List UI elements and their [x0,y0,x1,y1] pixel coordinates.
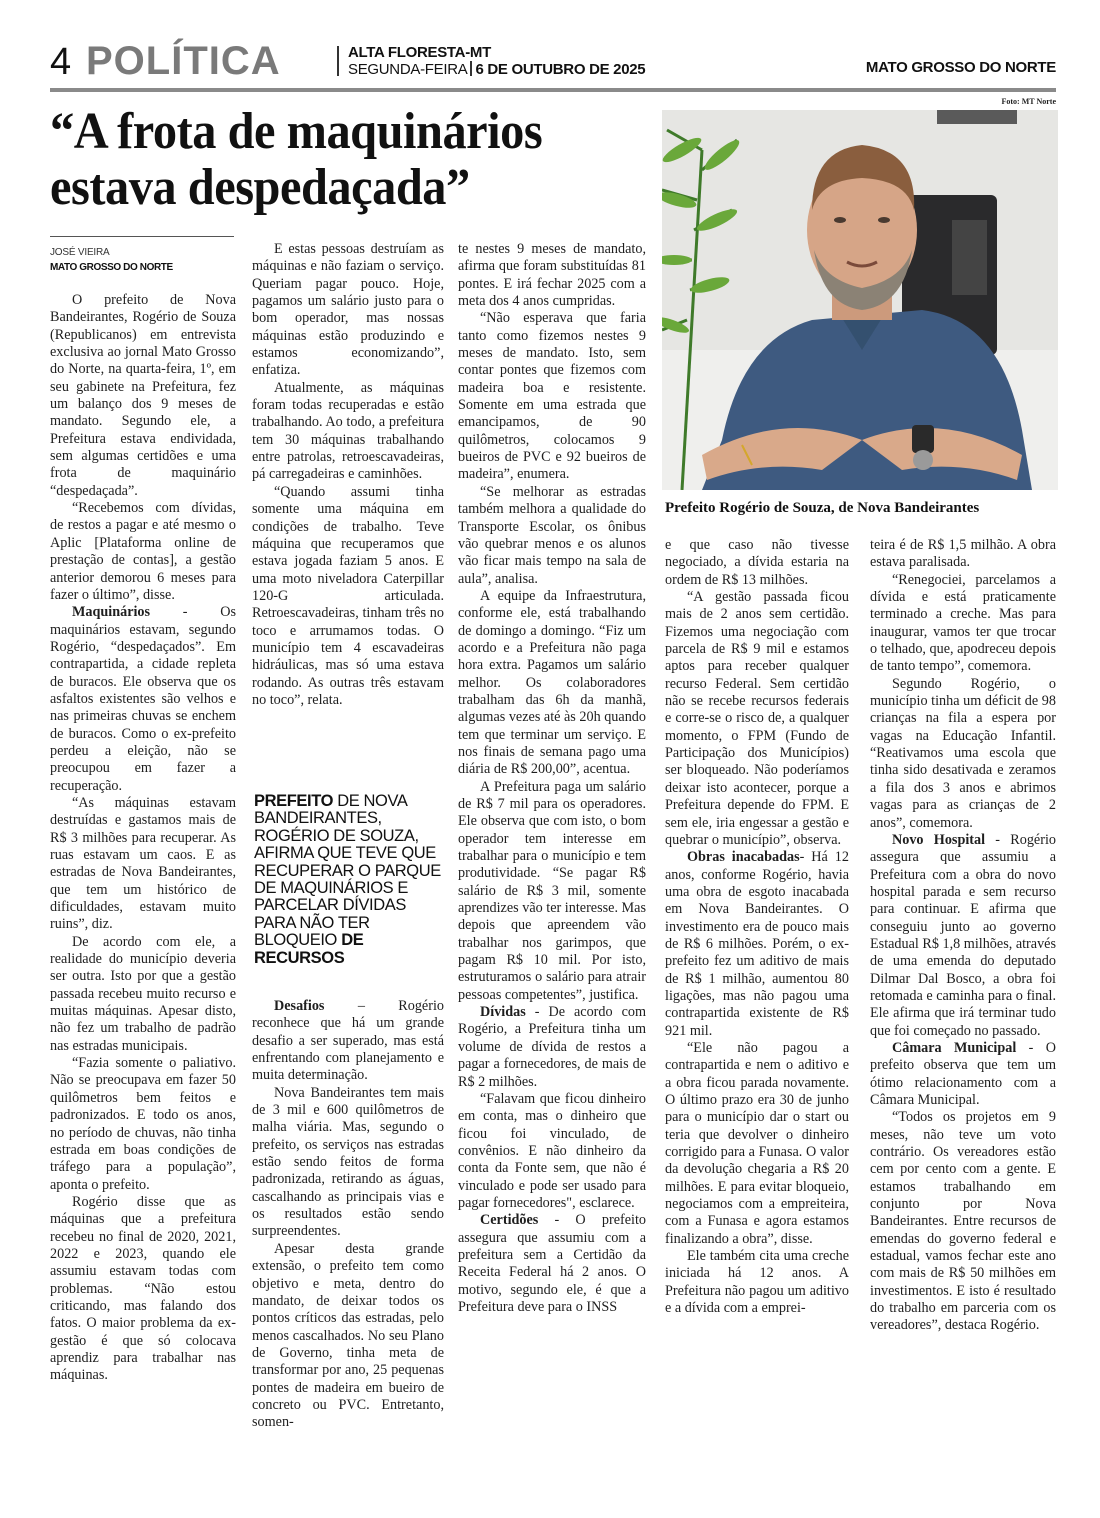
paragraph-text: O prefeito de Nova Bandeirantes, Rogério de Souza (Republicanos) em entrevista exclusiva ao jornal Mato Grosso do Norte, na quarta-feira, 1º, em seu gabinete na Prefeitura, fez um balanço dos 9 meses de mandato. Segundo ele, a Prefeitura estava endividada, sem algumas certidões e uma frota de maquinário “despedaçada”. [50,292,236,499]
page-number: 4 [50,41,72,83]
article-paragraph [50,1055,236,1194]
paragraph-text: te nestes 9 meses de mandato, afirma que foram substituídas 81 pontes. E irá fechar 2025 com a meta dos 4 anos cumpridas. [458,241,646,310]
article-paragraph [458,484,646,588]
paragraph-text: “A gestão passada ficou mais de 2 anos sem certidão. Fizemos uma negociação com parcela de R$ 9 mil e estamos aptos para receber qualquer recurso Federal. Sem certidão não se recebe recursos federais e corre-se o risco de, a qualquer momento, o FPM (Fundo de Participação dos Municípios) ser bloqueado. Não poderíamos deixar isto acontecer, porque a Prefeitura depende do FPM. E sem ele, iria engessar a gestão e quebrar o município”, observa. [665,589,849,848]
paragraph-text: - Os maquinários estavam, segundo Rogério, “despedaçados”. Em contrapartida, a cidade repleta de buracos. Ele observa que os asfaltos existentes são velhos e nas primeiras chuvas se enchem de buracos. Como o ex-prefeito perdeu a eleição, não se preocupou em fazer a recuperação. [50,604,236,794]
paragraph-text: “Não esperava que faria tanto como fizemos nestes 9 meses de mandato. Isto, sem contar pontes que fizemos com madeira boa e resistente. Somente em uma estrada que emancipamos, de 90 quilômetros, colocamos 9 bueiros de PVC e 92 bueiros de madeira”, enumera. [458,310,646,483]
paragraph-text: - O prefeito observa que tem um ótimo relacionamento com a Câmara Municipal. [870,1039,1056,1108]
article-paragraph [458,779,646,1004]
article-paragraph [458,588,646,779]
article-column-2-continued [252,998,444,1432]
header-rule [50,88,1056,92]
paragraph-text: “Recebemos com dívidas, de restos a pagar e até mesmo o Aplic [Plataforma online de prestação de contas], a gestão anterior demorou 6 meses para fazer o último”, disse. [50,500,236,603]
article-paragraph [252,1241,444,1432]
author-name: JOSÉ VIEIRA [50,247,110,258]
article-paragraph [870,1109,1056,1334]
date-divider [470,61,472,76]
article-paragraph [870,537,1056,572]
paragraph-text: - Rogério assegura que assumiu a Prefeitura com a obra do novo hospital parada e sem recurso para continuar. E afirma que conseguiu junto ao governo Estadual R$ 1,8 milhões, através de uma emenda do deputado Dilmar Dal Bosco, a obra foi retomada e caminha para o final. Ele afirma que irá terminar tudo que foi começado no passado. [870,831,1056,1039]
article-paragraph [50,1194,236,1385]
paragraph-text: Apesar desta grande extensão, o prefeito tem como objetivo e meta, dentro do mandato, de deixar todos os pontos críticos das estradas, pelo menos cascalhados. No seu Plano de Governo, tinha meta de transformar por ano, 25 pequenas pontes de madeira em bueiro de concreto ou PVC. Entretanto, somen- [252,1240,444,1431]
article-paragraph [870,676,1056,832]
paragraph-text: “Quando assumi tinha somente uma máquina em condições de trabalho. Teve máquina que recuperamos que estava jogada faziam 5 anos. E uma moto niveladora Caterpillar 120-G articulada. Retroescavadeiras, tinham três no toco e arrumamos todas. O município tem 4 escavadeiras hidráulicas, mas só uma estava rodando. As outras três estavam no toco”, relata. [252,483,444,708]
paragraph-text: - De acordo com Rogério, a Prefeitura tinha um volume de dívida de restos a pagar a fornecedores, de mais de R$ 2 milhões. [458,1004,646,1090]
article-paragraph [665,849,849,1040]
pull-quote [254,793,444,967]
paragraph-text: – Rogério reconhece que há um grande desafio a ser superado, mas está enfrentando com planejamento e muita determinação. [252,998,444,1084]
article-paragraph [458,241,646,310]
subhead: Maquinários [72,604,151,621]
article-paragraph [665,1248,849,1317]
paragraph-text: “Falavam que ficou dinheiro em conta, mas o dinheiro que ficou foi vinculado, de convênios. E não dinheiro da conta da Fonte sem, que não é vinculado e pode ser usado para pagar fornecedores", esclarece. [458,1090,646,1211]
article-paragraph [665,1040,849,1248]
article-paragraph [252,484,444,709]
paragraph-text: Rogério disse que as máquinas que a prefeitura recebeu no final de 2020, 2021, 2022 e 2023, quando ele assumiu estavam todas com problemas. “Não estou criticando, mas falando dos fatos. O maior problema da ex-gestão é que só colocava aprendiz para trabalhar nas máquinas. [50,1193,236,1384]
subhead: Certidões [480,1212,539,1229]
edition-date [348,61,645,79]
article-column-1 [50,292,236,1385]
section-title: POLÍTICA [86,39,281,83]
paragraph-text: e que caso não tivesse negociado, a dívida estaria na ordem de R$ 13 milhões. [665,537,849,588]
newspaper-name: MATO GROSSO DO NORTE [865,59,1056,76]
article-paragraph [870,832,1056,1040]
subhead: Câmara Municipal [892,1039,1017,1056]
photo-caption: Prefeito Rogério de Souza, de Nova Bandeirantes [665,500,980,516]
headline-line-2: estava despedaçada” [50,159,470,216]
article-paragraph [50,500,236,604]
article-paragraph [50,934,236,1055]
article-paragraph [665,589,849,849]
portrait-photo [662,110,1058,490]
author-organization: MATO GROSSO DO NORTE [50,262,173,273]
paragraph-text: “Fazia somente o paliativo. Não se preocupava em fazer 50 quilômetros bem feitos e padronizados. E todo os anos, no período de chuvas, não tinha estrada em boas condições de tráfego para a população”, aponta o prefeito. [50,1055,236,1193]
subhead: Novo Hospital [892,831,986,848]
paragraph-text: - O prefeito assegura que assumiu com a prefeitura sem a Certidão da Receita Federal há 2 anos. O motivo, segundo ele, é que a Prefeitura deve para o INSS [458,1212,646,1315]
page-header [50,40,1056,88]
paragraph-text: “Renegociei, parcelamos a dívida e está praticamente terminado a creche. Mas para inaugurar, vamos ter que trocar o telhado, que, apodreceu depois de tanto tempo”, comemora. [870,571,1056,675]
article-paragraph [458,1004,646,1091]
paragraph-text: Ele também cita uma creche iniciada há 12 anos. A Prefeitura não pagou um aditivo e a dívida com a emprei- [665,1248,849,1317]
portrait-photo-icon [662,110,1058,490]
paragraph-text: “As máquinas estavam destruídas e gastamos mais de R$ 3 milhões para recuperar. As ruas estavam um caos. E as estradas de Nova Bandeirantes, que tem um histórico de dificuldades, estavam muito ruins”, diz. [50,794,236,933]
weekday: SEGUNDA-FEIRA [348,61,468,78]
paragraph-text: teira é de R$ 1,5 milhão. A obra estava paralisada. [870,537,1056,571]
article-paragraph [252,241,444,380]
article-column-4 [665,537,849,1317]
article-paragraph [252,998,444,1085]
pull-quote-body: DE NOVA BANDEIRANTES, ROGÉRIO DE SOUZA, AFIRMA QUE TEVE QUE RECUPERAR O PARQUE DE MAQUINÁRIOS E PARCELAR DÍVIDAS PARA NÃO TER BLOQUEIO [254,792,441,950]
paragraph-text: E estas pessoas destruíam as máquinas e não faziam o serviço. Queriam pagar pouco. Hoje, pagamos um salário justo para o bom operador, mas nossas máquinas estão produzindo e estamos economizando”, enfatiza. [252,241,444,379]
paragraph-text: De acordo com ele, a realidade do município deveria ser outra. Isto por que a gestão passada recebeu muito recurso e muitas máquinas. Apesar disto, não fez um trabalho de padrão nas estradas municipais. [50,933,236,1054]
paragraph-text: Nova Bandeirantes tem mais de 3 mil e 600 quilômetros de malha viária. Mas, segundo o prefeito, os serviços nas estradas estão sendo feitos de forma padronizada, retirando as águas, cascalhando as principais vias e os resultados estão sendo surpreendentes. [252,1084,444,1240]
paragraph-text: - Há 12 anos, conforme Rogério, havia uma obra de esgoto inacabada em Nova Bandeirantes. O investimento era de pouco mais de R$ 6 milhões. Porém, o ex-prefeito fez um aditivo de mais de R$ 1 milhão, aumentou 80 ligações, mas não pagou uma contrapartida existente de R$ 921 mil. [665,849,849,1039]
paragraph-text: Atualmente, as máquinas foram todas recuperadas e estão trabalhando. Ao todo, a prefeitura tem 30 máquinas trabalhando entre patrolas, retroescavadeiras, pá carregadeiras e caminhões. [252,379,444,483]
byline-divider [50,236,234,237]
article-paragraph [870,1040,1056,1109]
location-label: ALTA FLORESTA-MT [348,44,491,61]
article-paragraph [870,572,1056,676]
article-headline [50,104,617,216]
article-paragraph [50,292,236,500]
paragraph-text: “Se melhorar as estradas também melhora a qualidade do Transporte Escolar, os ônibus vão quebrar menos e os alunos vão ficar mais tempo na sala de aula”, analisa. [458,483,646,587]
article-paragraph [252,380,444,484]
article-column-2 [252,241,444,709]
paragraph-text: “Ele não pagou a contrapartida e nem o aditivo e a obra ficou parada novamente. O último prazo era 30 de junho para o município dar o start ou teria que devolver o dinheiro corrigido para a Funasa. O valor da devolução chegaria a R$ 20 milhões. E para evitar bloqueio, negociamos com a empreiteira, com a Funasa e agora estamos finalizando a obra”, disse. [665,1039,849,1247]
article-paragraph [50,604,236,795]
subhead: Obras inacabadas [687,849,800,866]
headline-line-1: “A frota de maquinários [50,103,543,160]
paragraph-text: A Prefeitura paga um salário de R$ 7 mil para os operadores. Ele observa que com isto, o bom operador tem interesse em trabalhar para o município e tem produtividade. “Se pagar R$ salário de R$ 3 mil, somente aprendizes vão ter interesse. Mas depois que apreendem vão trabalhar nos garimpos, que pagam R$ 10 mil. Por isto, estruturamos o salário para atrair pessoas competentes”, justifica. [458,778,646,1003]
article-column-3 [458,241,646,1316]
paragraph-text: Segundo Rogério, o município tinha um déficit de 98 crianças na fila a espera por vagas na Educação Infantil. “Reativamos uma escola que tinha sido desativada e zeramos a fila dos 3 anos e abrimos vagas para as crianças de 2 anos”, comemora. [870,675,1056,831]
article-paragraph [252,1085,444,1241]
paragraph-text: “Todos os projetos em 9 meses, não teve um voto contrário. Os vereadores estão cem por cento com a gente. E estamos trabalhando em conjunto por Nova Bandeirantes. Entre recursos de emendas do governo federal e estadual, vamos fechar este ano com mais de R$ 50 milhões em investimentos. E isto é resultado do trabalho em parceria com os vereadores”, destaca Rogério. [870,1109,1056,1334]
article-paragraph [458,1212,646,1316]
paragraph-text: A equipe da Infraestrutura, conforme ele, está trabalhando de domingo a domingo. “Fiz um acordo e a Prefeitura não paga hora extra. Pagamos um salário melhor. Os colaboradores trabalham das 6h da manhã, algumas vezes até às 20h quando tem que terminar um serviço. E nos finais de semana pago uma diária de R$ 200,00”, acentua. [458,587,646,778]
article-paragraph [458,310,646,483]
article-paragraph [458,1091,646,1212]
article-paragraph [665,537,849,589]
article-paragraph [50,795,236,934]
subhead: Desafios [274,998,325,1014]
header-divider [337,46,339,76]
pull-quote-end: DE RECURSOS [254,931,364,967]
article-column-5 [870,537,1056,1335]
photo-credit: Foto: MT Norte [1001,97,1056,106]
subhead: Dívidas [480,1004,526,1021]
pull-quote-lead: PREFEITO [254,792,334,810]
date-value: 6 DE OUTUBRO DE 2025 [475,61,646,78]
